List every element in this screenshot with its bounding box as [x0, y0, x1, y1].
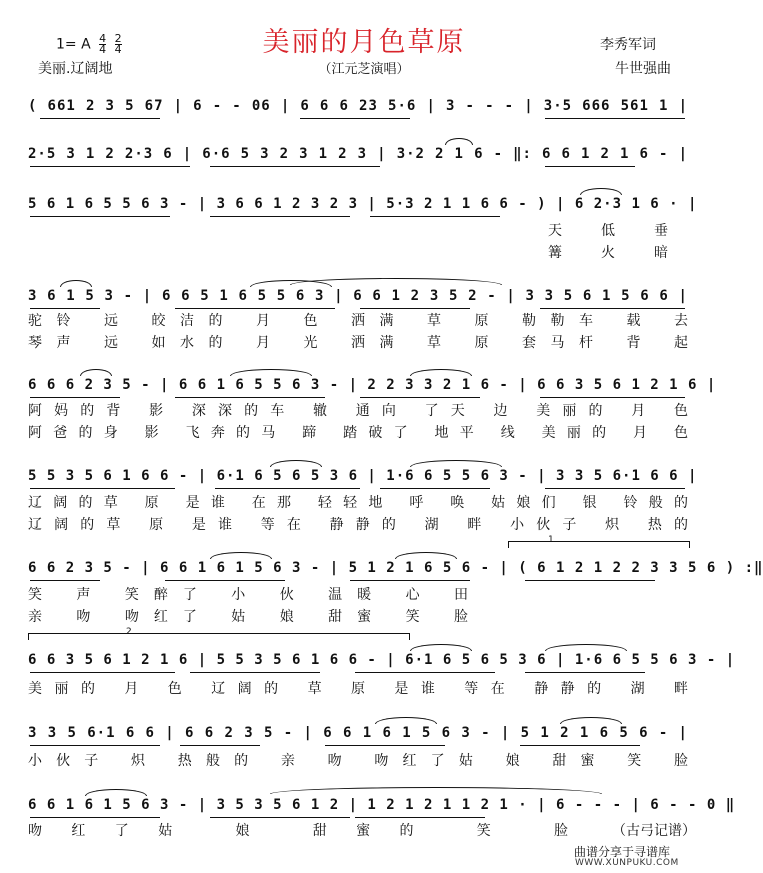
footer-url[interactable]: WWW.XUNPUKU.COM	[575, 858, 679, 868]
beam-underline	[210, 216, 350, 217]
lyric-line-10a: 吻红了姑 娘 甜蜜的 笑 脸	[28, 823, 568, 839]
time-sig-numerator: 4	[99, 32, 107, 45]
slur-arc	[410, 369, 472, 376]
beam-underline	[300, 118, 410, 119]
beam-underline	[175, 397, 325, 398]
slur-arc	[395, 552, 457, 559]
time-sig-denominator: 4	[99, 43, 107, 56]
lyric-line-3a: 天 低 垂	[548, 223, 668, 239]
slur-arc	[580, 188, 622, 195]
lyric-line-7a: 笑 声 笑醉了 小 伙 温暖 心 田	[28, 587, 468, 603]
notation-line-3: 5 6 1 6 5 5 6 3 - | 3 6 6 1 2 3 2 3 | 5·3 2 1 1 6 6 - ) | 6 2·3 1 6 · |	[28, 196, 698, 212]
notation-line-2: 2·5 3 1 2 2·3 6 | 6·6 5 3 2 3 1 2 3 | 3·2 2 1 6 - ‖: 6 6 1 2 1 6 - |	[28, 146, 688, 162]
volta-bracket-1	[508, 541, 690, 548]
lyric-line-4a: 驼铃 远 皎洁的 月 色 洒满 草 原 勒勒车 载 去	[28, 313, 688, 329]
beam-underline	[370, 216, 500, 217]
slur-arc	[210, 552, 272, 559]
beam-underline	[545, 488, 685, 489]
beam-underline	[350, 580, 470, 581]
transcriber-credit: （古弓记谱）	[612, 823, 696, 839]
lyric-line-9a: 小伙子 炽 热般的 亲 吻 吻红了姑 娘 甜蜜 笑 脸	[28, 753, 688, 769]
slur-arc	[410, 460, 502, 467]
beam-underline	[30, 488, 175, 489]
volta-number-1: 1	[548, 535, 554, 545]
time-sig-numerator: 2	[114, 32, 122, 45]
notation-line-6: 5 5 3 5 6 1 6 6 - | 6·1 6 5 6 5 3 6 | 1·6 6 5 5 6 3 - | 3 3 5 6·1 6 6 |	[28, 468, 698, 484]
beam-underline	[30, 397, 120, 398]
tie-arc	[290, 278, 502, 285]
lyric-line-5b: 阿爸的身 影 飞奔的马 蹄 踏破了 地平 线 美丽的 月 色	[28, 425, 688, 441]
time-sig-denominator: 4	[114, 43, 122, 56]
footer-share-text: 曲谱分享于寻谱库	[574, 845, 671, 859]
beam-underline	[360, 308, 470, 309]
key-signature	[56, 34, 122, 55]
notation-line-8: 6 6 3 5 6 1 2 1 6 | 5 5 3 5 6 1 6 6 - | 6·1 6 5 6 5 3 6 | 1·6 6 5 5 6 3 - |	[28, 652, 736, 668]
slur-arc	[545, 644, 627, 651]
volta-number-2: 2	[126, 627, 132, 637]
slur-arc	[375, 717, 437, 724]
slur-arc	[410, 644, 472, 651]
lyricist-credit: 李秀军词	[600, 37, 656, 53]
beam-underline	[30, 308, 100, 309]
beam-underline	[355, 672, 495, 673]
beam-underline	[40, 118, 160, 119]
beam-underline	[175, 308, 335, 309]
beam-underline	[30, 216, 170, 217]
beam-underline	[30, 672, 175, 673]
composer-credit: 牛世强曲	[615, 61, 671, 77]
beam-underline	[30, 745, 160, 746]
beam-underline	[210, 166, 380, 167]
lyric-line-6a: 辽阔的草 原 是谁 在那 轻轻地 呼 唤 姑娘们 银 铃般的	[28, 495, 688, 511]
beam-underline	[215, 488, 360, 489]
slur-arc	[80, 369, 112, 376]
song-title: 美丽的月色草原	[262, 27, 466, 58]
lyric-line-3b: 篝 火 暗	[548, 245, 668, 261]
tie-arc	[445, 138, 473, 145]
notation-line-10: 6 6 1 6 1 5 6 3 - | 3 5 3 5 6 1 2 | 1 2 1 2 1 1 2 1 · | 6 - - - | 6 - - 0 ‖	[28, 797, 736, 813]
beam-underline	[545, 118, 685, 119]
key-label: 1= A	[56, 36, 91, 53]
time-signature-4-4	[99, 34, 106, 55]
beam-underline	[355, 817, 485, 818]
beam-underline	[30, 580, 100, 581]
slur-arc	[270, 460, 322, 467]
slur-arc	[85, 789, 147, 796]
lyric-line-7b: 亲 吻 吻红了 姑 娘 甜蜜 笑 脸	[28, 609, 468, 625]
lyric-line-8a: 美丽的 月 色 辽阔的 草 原 是谁 等在 静静的 湖 畔	[28, 681, 688, 697]
slur-arc	[560, 717, 622, 724]
notation-line-4: 3 6 1 5 3 - | 6 6 5 1 6 5 5 6 3 | 6 6 1 2 3 5 2 - | 3 3 5 6 1 5 6 6 |	[28, 288, 688, 304]
singer-credit: （江元芝演唱）	[318, 62, 410, 77]
beam-underline	[540, 308, 685, 309]
beam-underline	[180, 745, 260, 746]
notation-line-1: ( 661 2 3 5 67 | 6 - - 06 | 6 6 6 23 5·6 | 3 - - - | 3·5 666 561 1 |	[28, 98, 688, 114]
slur-arc	[60, 280, 92, 287]
song-subtitle: 美丽.辽阔地	[38, 61, 113, 77]
beam-underline	[190, 672, 320, 673]
time-signature-2-4	[115, 34, 122, 55]
beam-underline	[165, 580, 285, 581]
beam-underline	[540, 397, 685, 398]
beam-underline	[520, 745, 640, 746]
beam-underline	[545, 166, 635, 167]
beam-underline	[30, 166, 190, 167]
lyric-line-4b: 琴声 远 如水的 月 光 洒满 草 原 套马杆 背 起	[28, 335, 688, 351]
beam-underline	[30, 817, 160, 818]
beam-underline	[360, 397, 480, 398]
slur-arc	[230, 369, 312, 376]
volta-bracket-2	[28, 633, 410, 640]
beam-underline	[380, 488, 490, 489]
beam-underline	[525, 672, 645, 673]
beam-underline	[210, 817, 350, 818]
beam-underline	[525, 580, 655, 581]
lyric-line-5a: 阿妈的背 影 深深的车 辙 通向 了天 边 美丽的 月 色	[28, 403, 688, 419]
tie-arc	[270, 787, 602, 794]
notation-line-7: 6 6 2 3 5 - | 6 6 1 6 1 5 6 3 - | 5 1 2 1 6 5 6 - | ( 6 1 2 1 2 2 3 3 5 6 ) :‖	[28, 560, 763, 576]
notation-line-9: 3 3 5 6·1 6 6 | 6 6 2 3 5 - | 6 6 1 6 1 5 6 3 - | 5 1 2 1 6 5 6 - |	[28, 725, 688, 741]
lyric-line-6b: 辽阔的草 原 是谁 等在 静静的 湖 畔 小伙子 炽 热的	[28, 517, 688, 533]
notation-line-5: 6 6 6 2 3 5 - | 6 6 1 6 5 5 6 3 - | 2 2 3 3 2 1 6 - | 6 6 3 5 6 1 2 1 6 |	[28, 377, 717, 393]
beam-underline	[325, 745, 445, 746]
